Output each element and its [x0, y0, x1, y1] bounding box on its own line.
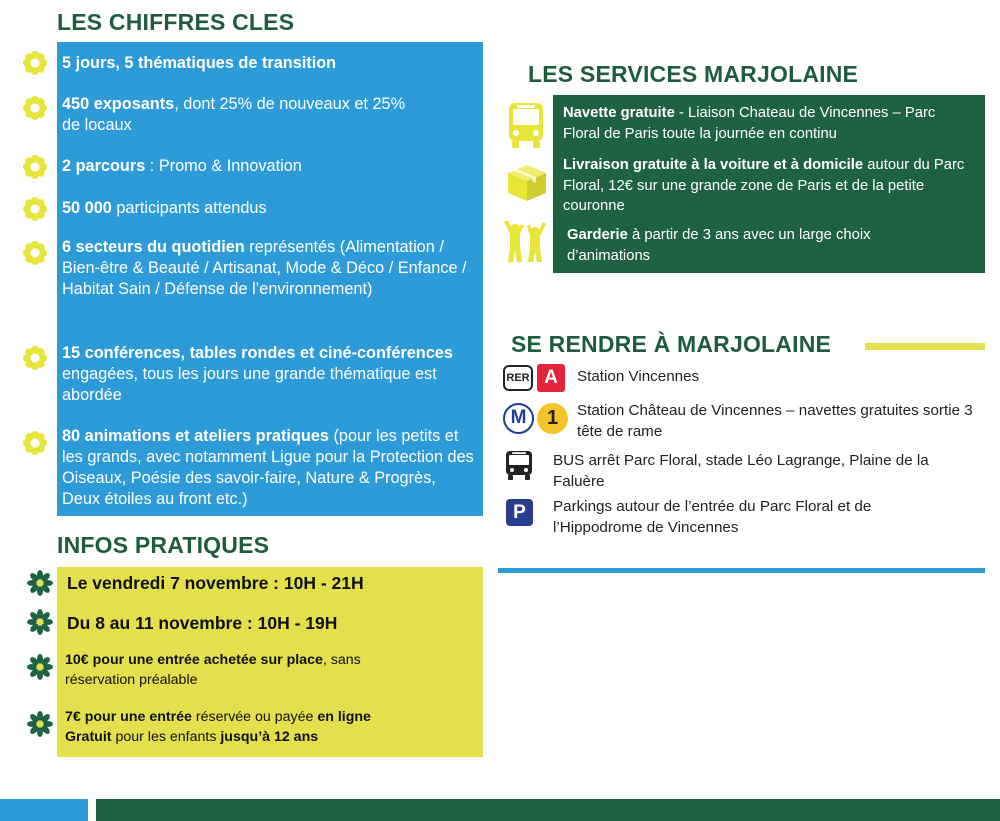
flower-icon	[27, 570, 53, 596]
divider-line	[498, 568, 985, 573]
children-icon	[500, 220, 550, 264]
chiffre-item: 50 000 participants attendus	[62, 199, 267, 217]
info-online-price: 7€ pour une entrée réservée ou payée en ligne Gratuit pour les enfants jusqu’à 12 ans	[65, 709, 371, 745]
footer-green-bar	[96, 799, 1000, 821]
parking-text: Parkings autour de l’entrée du Parc Floral et de l’Hippodrome de Vincennes	[553, 498, 872, 536]
flower-icon	[22, 240, 48, 266]
service-delivery: Livraison gratuite à la voiture et à domicile autour du Parc Floral, 12€ sur une grande zone de Paris et de la petite couronne	[563, 157, 965, 214]
flower-icon	[22, 50, 48, 76]
bus-icon	[505, 101, 547, 149]
infos-title: INFOS PRATIQUES	[57, 532, 270, 558]
info-weekend-hours: Du 8 au 11 novembre : 10H - 19H	[67, 613, 338, 633]
bus-stop-text: BUS arrêt Parc Floral, stade Léo Lagrange, Plaine de la Faluère	[553, 452, 929, 490]
rer-station-text: Station Vincennes	[577, 368, 700, 385]
flower-icon	[27, 654, 53, 680]
flower-icon	[27, 609, 53, 635]
flower-icon	[22, 430, 48, 456]
footer-blue-bar	[0, 799, 88, 821]
rer-line-badge: A	[537, 364, 565, 392]
info-friday-hours: Le vendredi 7 novembre : 10H - 21H	[67, 573, 364, 593]
chiffre-item: 80 animations et ateliers pratiques (pour les petits et les grands, avec notamment Ligue pour la Protection des Oiseaux, Poésie des savoir-faire, Nature & Progrès, Deux étoiles au front etc.)	[62, 427, 474, 508]
chiffre-item: 15 conférences, tables rondes et ciné-conférences engagées, tous les jours une grande thématique est abordée	[62, 344, 453, 404]
metro-badge: M	[503, 403, 534, 434]
chiffre-item: 450 exposants, dont 25% de nouveaux et 25% de locaux	[62, 95, 406, 134]
chiffre-item: 5 jours, 5 thématiques de transition	[62, 54, 337, 72]
access-title: SE RENDRE À MARJOLAINE	[511, 331, 832, 357]
flower-icon	[22, 345, 48, 371]
chiffres-title: LES CHIFFRES CLES	[57, 9, 295, 35]
chiffre-item: 6 secteurs du quotidien représentés (Alimentation / Bien-être & Beauté / Artisanat, Mode & Déco / Enfance / Habitat Sain / Défense de l’environnement)	[62, 238, 467, 298]
metro-station-text: Station Château de Vincennes – navettes gratuites sortie 3 tête de rame	[577, 402, 973, 440]
flower-icon	[22, 154, 48, 180]
rer-badge: RER	[503, 365, 533, 391]
service-daycare: Garderie à partir de 3 ans avec un large choix d’animations	[567, 227, 871, 264]
flower-icon	[22, 196, 48, 222]
bus-icon	[503, 449, 535, 481]
title-underline	[865, 343, 985, 350]
parking-badge: P	[506, 499, 533, 526]
flower-icon	[27, 711, 53, 737]
info-onsite-price: 10€ pour une entrée achetée sur place, sans réservation préalable	[65, 652, 361, 688]
services-title: LES SERVICES MARJOLAINE	[528, 61, 859, 87]
flower-icon	[22, 95, 48, 121]
chiffre-item: 2 parcours : Promo & Innovation	[62, 157, 302, 175]
box-icon	[506, 163, 548, 203]
service-shuttle: Navette gratuite - Liaison Chateau de Vincennes – Parc Floral de Paris toute la journée en continu	[563, 105, 936, 142]
metro-line-badge: 1	[537, 403, 568, 434]
